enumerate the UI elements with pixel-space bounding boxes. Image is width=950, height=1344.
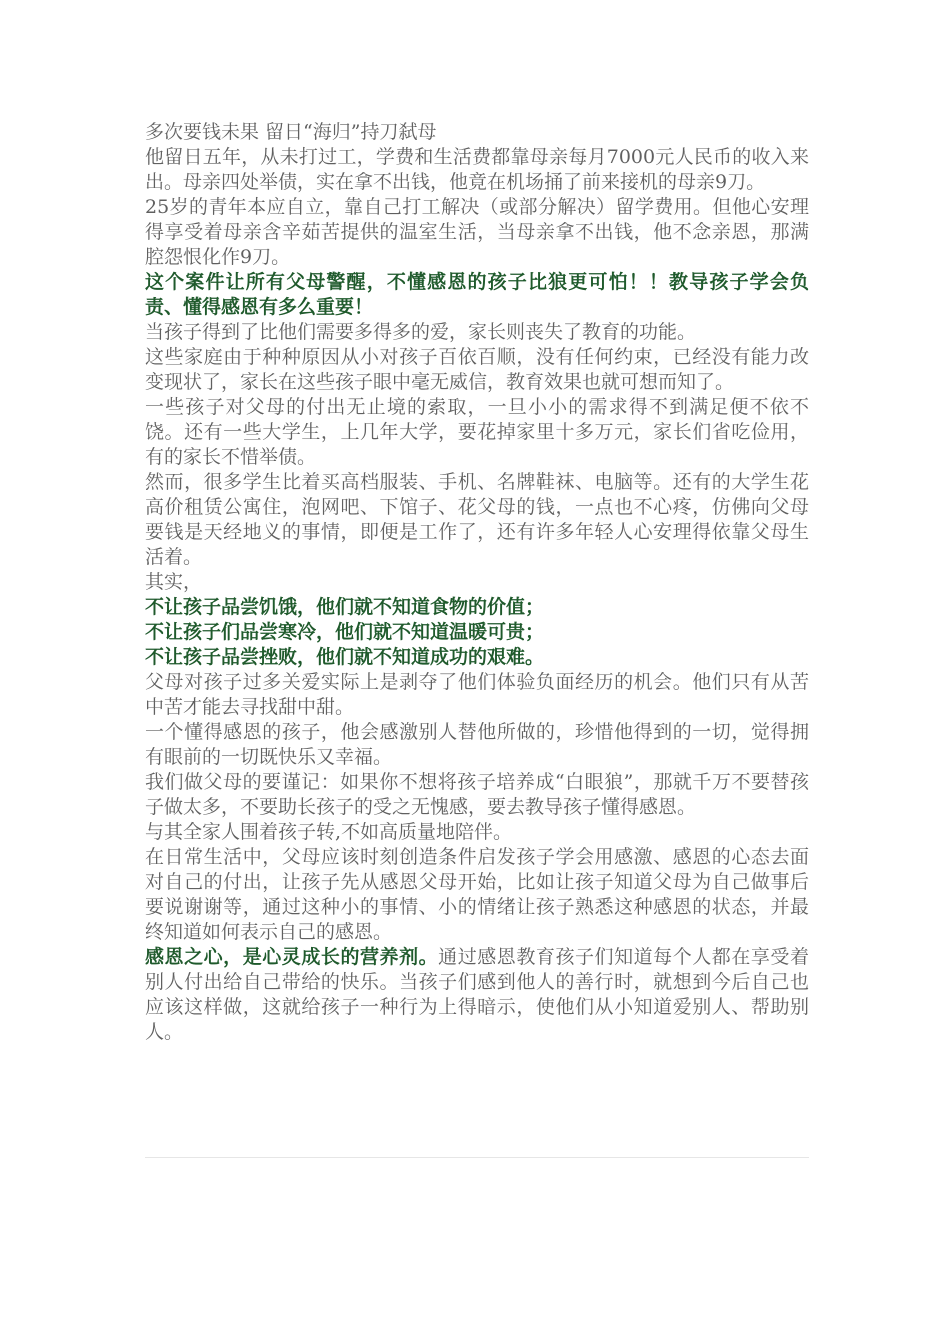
paragraph-13-text: 通过感恩教育孩子们知道每个人都在享受着别人付出给自己带给的快乐。当孩子们感到他人的善行时，就想到今后自己也应该这样做，这就给孩子一种行为上得暗示，使他们从小知道爱别人、帮助别人。 xyxy=(145,946,809,1043)
paragraph-3: 当孩子得到了比他们需要多得多的爱，家长则丧失了教育的功能。 xyxy=(145,321,697,343)
paragraph-7: 其实， xyxy=(145,571,203,593)
paragraph-1: 他留日五年，从未打过工，学费和生活费都靠母亲每月7000元人民币的收入来出。母亲四处举债，实在拿不出钱，他竟在机场捅了前来接机的母亲9刀。 xyxy=(145,146,809,193)
paragraph-9: 一个懂得感恩的孩子，他会感激别人替他所做的，珍惜他得到的一切，觉得拥有眼前的一切既快乐又幸福。 xyxy=(145,721,809,768)
footer-divider xyxy=(145,1157,809,1158)
paragraph-6: 然而，很多学生比着买高档服装、手机、名牌鞋袜、电脑等。还有的大学生花高价租赁公寓住，泡网吧、下馆子、花父母的钱，一点也不心疼，仿佛向父母要钱是天经地义的事情，即便是工作了，还有许多年轻人心安理得依靠父母生活着。 xyxy=(145,471,809,568)
emphasis-lead-gratitude: 感恩之心，是心灵成长的营养剂。 xyxy=(145,946,439,968)
paragraph-5: 一些孩子对父母的付出无止境的索取，一旦小小的需求得不到满足便不依不饶。还有一些大学生，上几年大学，要花掉家里十多万元，家长们省吃俭用，有的家长不惜举债。 xyxy=(145,396,809,468)
emphasis-line-cold: 不让孩子们品尝寒冷，他们就不知道温暖可贵； xyxy=(145,621,545,643)
emphasis-paragraph-warning: 这个案件让所有父母警醒，不懂感恩的孩子比狼更可怕！！教导孩子学会负责、懂得感恩有多么重要！ xyxy=(145,271,809,318)
article-title: 多次要钱未果 留日“海归”持刀弑母 xyxy=(145,121,437,143)
emphasis-line-hunger: 不让孩子品尝饥饿，他们就不知道食物的价值； xyxy=(145,596,545,618)
paragraph-12: 在日常生活中，父母应该时刻创造条件启发孩子学会用感激、感恩的心态去面对自己的付出，让孩子先从感恩父母开始，比如让孩子知道父母为自己做事后要说谢谢等，通过这种小的事情、小的情绪让孩子熟悉这种感恩的状态，并最终知道如何表示自己的感恩。 xyxy=(145,846,809,943)
paragraph-13 xyxy=(145,945,809,1045)
paragraph-4: 这些家庭由于种种原因从小对孩子百依百顺，没有任何约束，已经没有能力改变现状了，家长在这些孩子眼中毫无威信，教育效果也就可想而知了。 xyxy=(145,346,809,393)
paragraph-10: 我们做父母的要谨记：如果你不想将孩子培养成“白眼狼”，那就千万不要替孩子做太多，不要助长孩子的受之无愧感，要去教导孩子懂得感恩。 xyxy=(145,771,809,818)
paragraph-11: 与其全家人围着孩子转,不如高质量地陪伴。 xyxy=(145,821,513,843)
paragraph-8: 父母对孩子过多关爱实际上是剥夺了他们体验负面经历的机会。他们只有从苦中苦才能去寻找甜中甜。 xyxy=(145,671,809,718)
article-body xyxy=(145,120,809,1045)
emphasis-line-failure: 不让孩子品尝挫败，他们就不知道成功的艰难。 xyxy=(145,646,545,668)
paragraph-2: 25岁的青年本应自立，靠自己打工解决（或部分解决）留学费用。但他心安理得享受着母亲含辛茹苦提供的温室生活，当母亲拿不出钱，他不念亲恩，那满腔怨恨化作9刀。 xyxy=(145,196,809,268)
